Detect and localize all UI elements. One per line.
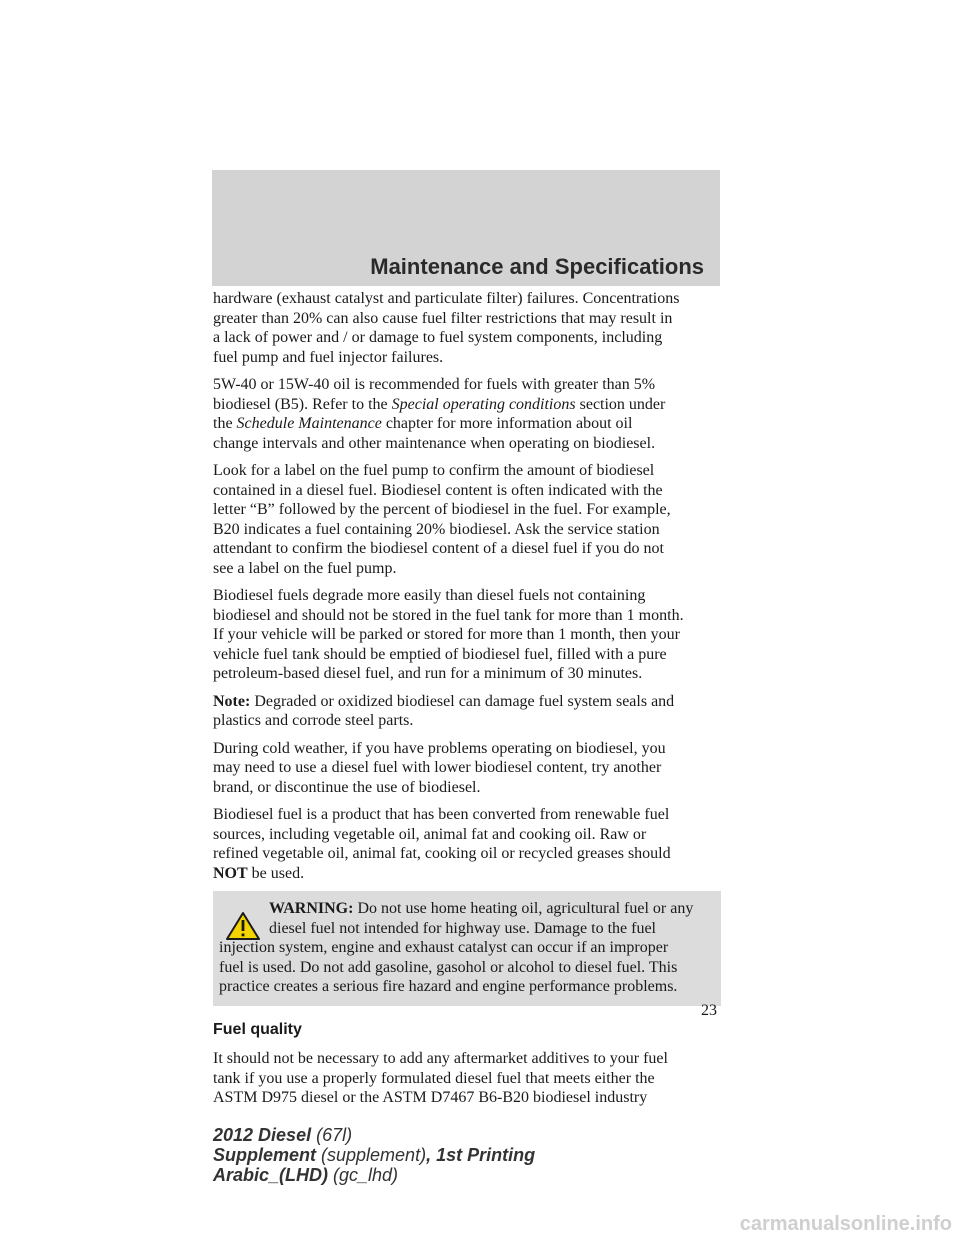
- text-line: If your vehicle will be parked or stored for more than 1 month, then your: [213, 626, 680, 643]
- paragraph-oil-recommendation: [213, 375, 723, 453]
- footer-line: [213, 1145, 535, 1165]
- warning-box: [213, 891, 721, 1006]
- text-line: hardware (exhaust catalyst and particulate filter) failures. Concentrations: [213, 290, 680, 307]
- text-line: petroleum-based diesel fuel, and run for a minimum of 30 minutes.: [213, 665, 643, 682]
- text-line: letter “B” followed by the percent of biodiesel in the fuel. For example,: [213, 501, 671, 518]
- text-line: fuel is used. Do not add gasoline, gasohol or alcohol to diesel fuel. This: [219, 958, 678, 976]
- cross-reference-schedule-maintenance: Schedule Maintenance: [236, 415, 382, 432]
- section-heading-fuel-quality: Fuel quality: [213, 1020, 302, 1038]
- warning-label: WARNING:: [269, 900, 354, 917]
- text-line: During cold weather, if you have problems operating on biodiesel, you: [213, 739, 666, 757]
- paragraph-fuel-quality: [213, 1049, 723, 1108]
- note-label: Note:: [213, 692, 251, 710]
- text-line: ASTM D975 diesel or the ASTM D7467 B6-B20 biodiesel industry: [213, 1089, 648, 1106]
- emphasis-not: NOT: [213, 864, 248, 882]
- text-line: refined vegetable oil, animal fat, cooking oil or recycled greases should: [213, 845, 671, 862]
- text-line: brand, or discontinue the use of biodiesel.: [213, 778, 481, 796]
- footer-line: [213, 1165, 535, 1185]
- text-line: [213, 692, 723, 712]
- paragraph-storage: [213, 586, 723, 684]
- page-title: Maintenance and Specifications: [370, 254, 704, 279]
- page-number: 23: [701, 1002, 717, 1019]
- footer-code: (67l): [311, 1125, 353, 1145]
- text-line: biodiesel and should not be stored in the fuel tank for more than 1 month.: [213, 606, 684, 624]
- text-line: attendant to confirm the biodiesel content of a diesel fuel if you do not: [213, 540, 664, 557]
- footer-model: 2012 Diesel: [213, 1125, 312, 1145]
- cross-reference-special-operating-conditions: Special operating conditions: [391, 395, 576, 413]
- text-line: Biodiesel fuels degrade more easily than diesel fuels not containing: [213, 587, 646, 604]
- text-line: fuel pump and fuel injector failures.: [213, 348, 444, 366]
- footer-market: Arabic_(LHD): [213, 1165, 329, 1185]
- text-line: [219, 899, 713, 919]
- text-run: section under: [575, 395, 666, 413]
- text-run: be used.: [247, 864, 305, 882]
- print-footer: [213, 1125, 535, 1185]
- text-line: may need to use a diesel fuel with lower biodiesel content, try another: [213, 759, 662, 776]
- text-line: vehicle fuel tank should be emptied of biodiesel fuel, filled with a pure: [213, 645, 667, 663]
- footer-code: (supplement): [316, 1145, 427, 1165]
- text-run: Degraded or oxidized biodiesel can damage fuel system seals and: [250, 692, 675, 710]
- watermark: carmanualsonline.info: [739, 1213, 952, 1235]
- text-line: 5W-40 or 15W-40 oil is recommended for fuels with greater than 5%: [213, 376, 656, 393]
- footer-code: (gc_lhd): [328, 1165, 399, 1185]
- text-line: [213, 414, 723, 434]
- header-band: [212, 170, 720, 286]
- text-line: a lack of power and / or damage to fuel system components, including: [213, 329, 663, 346]
- text-line: sources, including vegetable oil, animal fat and cooking oil. Raw or: [213, 825, 647, 843]
- footer-doc-type: Supplement: [213, 1145, 317, 1165]
- footer-line: [213, 1125, 535, 1145]
- text-line: [213, 395, 723, 415]
- text-line: see a label on the fuel pump.: [213, 559, 397, 577]
- text-run: chapter for more information about oil: [381, 415, 633, 432]
- paragraph-cold-weather: [213, 739, 723, 798]
- text-line: It should not be necessary to add any aftermarket additives to your fuel: [213, 1050, 668, 1067]
- warning-triangle-icon: [225, 911, 261, 941]
- text-line: injection system, engine and exhaust catalyst can occur if an improper: [219, 939, 669, 956]
- text-line: plastics and corrode steel parts.: [213, 712, 414, 729]
- text-line: Biodiesel fuel is a product that has been converted from renewable fuel: [213, 806, 670, 823]
- text-line: greater than 20% can also cause fuel filter restrictions that may result in: [213, 309, 673, 327]
- paragraph-emissions: [213, 289, 723, 367]
- paragraph-biodiesel-source: [213, 805, 723, 883]
- text-line: contained in a diesel fuel. Biodiesel content is often indicated with the: [213, 481, 663, 499]
- text-line: B20 indicates a fuel containing 20% biodiesel. Ask the service station: [213, 520, 660, 538]
- text-line: [213, 864, 723, 884]
- document-body: [213, 289, 723, 1116]
- text-line: Look for a label on the fuel pump to confirm the amount of biodiesel: [213, 462, 655, 479]
- footer-printing: , 1st Printing: [426, 1145, 536, 1165]
- text-line: diesel fuel not intended for highway use. Damage to the fuel: [269, 919, 656, 937]
- text-run: Do not use home heating oil, agricultural fuel or any: [353, 900, 694, 917]
- text-line: change intervals and other maintenance when operating on biodiesel.: [213, 434, 656, 452]
- text-line: practice creates a serious fire hazard and engine performance problems.: [219, 978, 678, 995]
- text-line: tank if you use a properly formulated diesel fuel that meets either the: [213, 1069, 655, 1087]
- paragraph-fuel-pump-label: [213, 461, 723, 578]
- text-run: the: [213, 415, 237, 432]
- text-run: biodiesel (B5). Refer to the: [213, 395, 392, 413]
- paragraph-note: [213, 692, 723, 731]
